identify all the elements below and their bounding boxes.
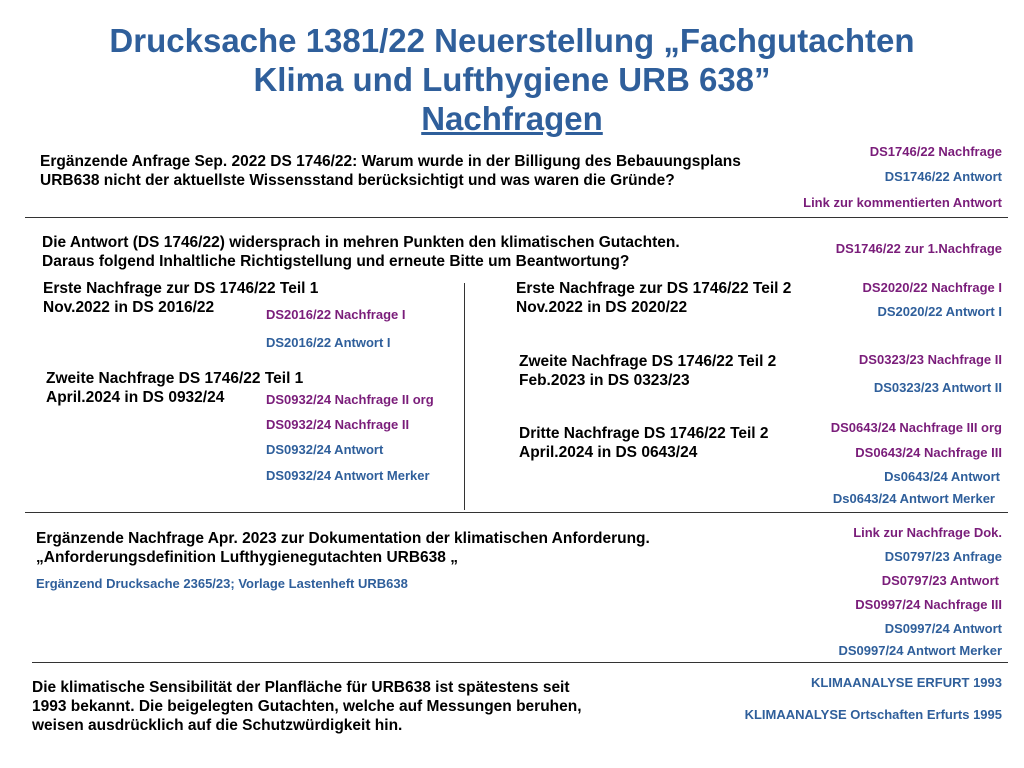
column-divider xyxy=(464,283,465,510)
page-title-line-2: Klima und Lufthygiene URB 638” xyxy=(253,61,771,98)
link-klimaanalyse-ortschaften-1995[interactable]: KLIMAANALYSE Ortschaften Erfurts 1995 xyxy=(744,707,1002,722)
link-ds0997-antwort-merker[interactable]: DS0997/24 Antwort Merker xyxy=(838,643,1002,658)
link-ds0643-antwort[interactable]: Ds0643/24 Antwort xyxy=(884,469,1000,484)
right-second-text-line-2: Feb.2023 in DS 0323/23 xyxy=(519,372,690,389)
link-ds0323-nachfrage[interactable]: DS0323/23 Nachfrage II xyxy=(858,352,1002,367)
section1-text-line-1: Ergänzende Anfrage Sep. 2022 DS 1746/22: Warum wurde in der Billigung des Bebauungsplans xyxy=(40,153,741,170)
link-ds0932-antwort-merker[interactable]: DS0932/24 Antwort Merker xyxy=(266,468,430,483)
link-kommentierte-antwort[interactable]: Link zur kommentierten Antwort xyxy=(803,195,1002,210)
right-third-text-line-1: Dritte Nachfrage DS 1746/22 Teil 2 xyxy=(519,425,769,442)
page-subtitle: Nachfragen xyxy=(421,100,603,137)
link-ds0997-antwort[interactable]: DS0997/24 Antwort xyxy=(884,621,1002,636)
link-ds2016-nachfrage[interactable]: DS2016/22 Nachfrage I xyxy=(266,307,406,322)
left-first-text-line-2: Nov.2022 in DS 2016/22 xyxy=(43,299,215,316)
page-title-line-1: Drucksache 1381/22 Neuerstellung „Fachgutachten xyxy=(109,22,915,59)
section3-text-line-1: Ergänzende Nachfrage Apr. 2023 zur Dokumentation der klimatischen Anforderung. xyxy=(36,530,650,547)
link-ds0643-nachfrage-iii-org[interactable]: DS0643/24 Nachfrage III org xyxy=(830,420,1002,435)
link-ds0997-nachfrage-iii[interactable]: DS0997/24 Nachfrage III xyxy=(855,597,1002,612)
link-klimaanalyse-erfurt-1993[interactable]: KLIMAANALYSE ERFURT 1993 xyxy=(811,675,1002,690)
section4-text-line-3: weisen ausdrücklich auf die Schutzwürdigkeit hin. xyxy=(32,717,403,734)
section2-text-line-1: Die Antwort (DS 1746/22) widersprach in mehren Punkten den klimatischen Gutachten. xyxy=(42,234,680,251)
section3-text-line-2: „Anforderungsdefinition Lufthygienegutachten URB638 „ xyxy=(36,549,458,566)
section4-text-line-1: Die klimatische Sensibilität der Planfläche für URB638 ist spätestens seit xyxy=(32,679,570,696)
divider-3 xyxy=(32,662,1008,663)
link-ds2020-nachfrage[interactable]: DS2020/22 Nachfrage I xyxy=(862,280,1002,295)
left-first-text-line-1: Erste Nachfrage zur DS 1746/22 Teil 1 xyxy=(43,280,319,297)
divider-2 xyxy=(25,512,1008,513)
link-ds1746-antwort[interactable]: DS1746/22 Antwort xyxy=(884,169,1002,184)
link-nachfrage-dok[interactable]: Link zur Nachfrage Dok. xyxy=(853,525,1002,540)
section1-text-line-2: URB638 nicht der aktuellste Wissensstand berücksichtigt und was waren die Gründe? xyxy=(40,172,675,189)
divider-1 xyxy=(25,217,1008,218)
link-ds2020-antwort[interactable]: DS2020/22 Antwort I xyxy=(877,304,1002,319)
link-ds0643-antwort-merker[interactable]: Ds0643/24 Antwort Merker xyxy=(832,491,995,506)
link-ds0323-antwort[interactable]: DS0323/23 Antwort II xyxy=(873,380,1002,395)
link-ds0643-nachfrage-iii[interactable]: DS0643/24 Nachfrage III xyxy=(855,445,1002,460)
link-ds1746-nachfrage[interactable]: DS1746/22 Nachfrage xyxy=(869,144,1002,159)
link-ds0932-nachfrage-ii[interactable]: DS0932/24 Nachfrage II xyxy=(266,417,410,432)
link-ds0932-antwort[interactable]: DS0932/24 Antwort xyxy=(266,442,384,457)
right-third-text-line-2: April.2024 in DS 0643/24 xyxy=(519,444,698,461)
link-ds1746-zur-1-nachfrage[interactable]: DS1746/22 zur 1.Nachfrage xyxy=(835,241,1002,256)
section2-text-line-2: Daraus folgend Inhaltliche Richtigstellung und erneute Bitte um Beantwortung? xyxy=(42,253,630,270)
right-second-text-line-1: Zweite Nachfrage DS 1746/22 Teil 2 xyxy=(519,353,777,370)
link-ds0797-anfrage[interactable]: DS0797/23 Anfrage xyxy=(884,549,1002,564)
section4-text-line-2: 1993 bekannt. Die beigelegten Gutachten, welche auf Messungen beruhen, xyxy=(32,698,582,715)
link-ds0797-antwort[interactable]: DS0797/23 Antwort xyxy=(881,573,999,588)
left-second-text-line-2: April.2024 in DS 0932/24 xyxy=(46,389,225,406)
right-first-text-line-1: Erste Nachfrage zur DS 1746/22 Teil 2 xyxy=(516,280,792,297)
right-first-text-line-2: Nov.2022 in DS 2020/22 xyxy=(516,299,688,316)
link-ds2016-antwort[interactable]: DS2016/22 Antwort I xyxy=(266,335,391,350)
link-ds0932-nachfrage-ii-org[interactable]: DS0932/24 Nachfrage II org xyxy=(266,392,434,407)
link-drucksache-2365[interactable]: Ergänzend Drucksache 2365/23; Vorlage Lastenheft URB638 xyxy=(36,576,408,591)
left-second-text-line-1: Zweite Nachfrage DS 1746/22 Teil 1 xyxy=(46,370,304,387)
